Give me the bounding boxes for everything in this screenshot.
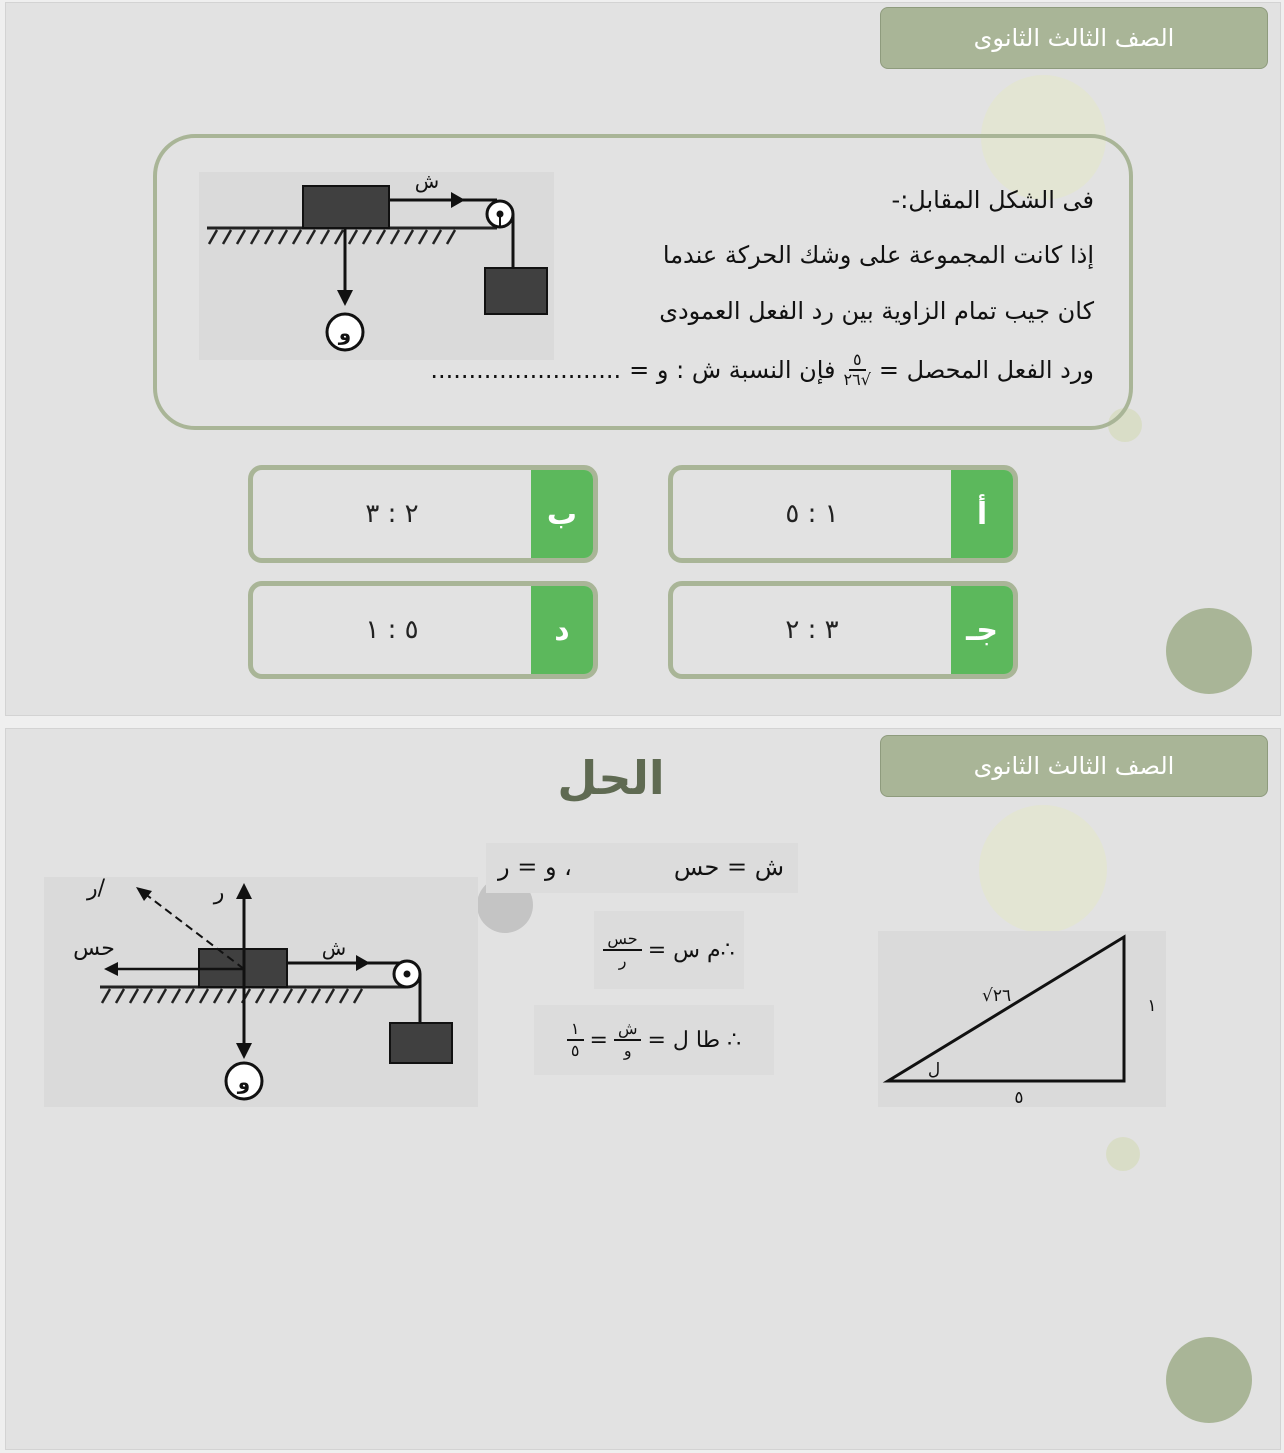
equation-3-lhs: ∴ طا ل =	[647, 1027, 742, 1053]
option-c-value: ٣ : ٢	[785, 615, 839, 645]
friction-label: حس	[73, 936, 115, 961]
option-c[interactable]	[668, 581, 1018, 679]
equation-2	[594, 911, 744, 989]
question-line-2: إذا كانت المجموعة على وشك الحركة عندما	[662, 241, 1094, 269]
slide-question	[5, 2, 1281, 716]
equation-1-part-a: ش = حس	[673, 853, 784, 881]
equation-2-denominator: ر	[618, 951, 627, 970]
angle-label: ل	[927, 1060, 941, 1080]
equation-3-fraction-2	[567, 1019, 584, 1061]
equation-1-part-b: ، و = ر	[498, 853, 572, 881]
triangle-diagram	[878, 931, 1166, 1107]
hypotenuse-label: √٢٦	[982, 986, 1012, 1006]
hanging-block	[390, 1023, 452, 1063]
option-a-value: ١ : ٥	[785, 499, 839, 529]
equation-3-equals: =	[589, 1027, 608, 1053]
question-line-4-prefix: ورد الفعل المحصل =	[878, 356, 1094, 384]
grade-badge: الصف الثالث الثانوى	[880, 735, 1268, 797]
equation-2-lhs: ∴م س =	[647, 937, 735, 963]
question-box	[153, 134, 1133, 430]
fraction-denominator: √٢٦	[843, 370, 871, 389]
option-b-letter: ب	[531, 470, 593, 558]
equation-2-fraction	[603, 929, 641, 971]
equation-3	[534, 1005, 774, 1075]
weight-label: و	[237, 1070, 251, 1094]
slide-solution	[5, 728, 1281, 1450]
solution-title: الحل	[557, 751, 665, 805]
decor-circle	[1106, 1137, 1140, 1171]
answer-blank: .........................	[430, 356, 622, 384]
question-line-3: كان جيب تمام الزاوية بين رد الفعل العمودى	[659, 297, 1094, 325]
equation-2-numerator: حس	[603, 929, 641, 951]
option-d[interactable]	[248, 581, 598, 679]
option-d-letter: د	[531, 586, 593, 674]
equation-3-numerator-2: ١	[567, 1019, 584, 1041]
option-c-letter: جـ	[951, 586, 1013, 674]
normal-reaction-label: ر	[213, 880, 225, 905]
equation-3-denominator-1: و	[623, 1041, 632, 1060]
option-b[interactable]	[248, 465, 598, 563]
grade-badge: الصف الثالث الثانوى	[880, 7, 1268, 69]
question-line-4	[430, 351, 1094, 389]
option-b-value: ٢ : ٣	[365, 499, 419, 529]
equation-3-denominator-2: ٥	[570, 1041, 580, 1060]
equation-3-fraction-1	[614, 1019, 642, 1061]
tension-label: ش	[414, 172, 440, 193]
pulley-diagram	[199, 172, 554, 360]
cosine-fraction	[844, 351, 871, 389]
resultant-reaction-label: ر/	[86, 877, 106, 901]
fraction-numerator: ٥	[849, 351, 866, 371]
question-line-1: فى الشكل المقابل:-	[891, 186, 1094, 214]
option-a-letter: أ	[951, 470, 1013, 558]
equation-3-numerator-1: ش	[614, 1019, 642, 1041]
decor-circle	[979, 805, 1107, 933]
base-label: ٥	[1014, 1088, 1024, 1107]
vertical-side-label: ١	[1147, 996, 1157, 1016]
option-d-value: ٥ : ١	[365, 615, 419, 645]
question-line-4-suffix: فإن النسبة ش : و =	[629, 356, 836, 384]
block-on-table	[303, 186, 389, 228]
decor-circle	[1166, 608, 1252, 694]
weight-label: و	[338, 321, 352, 345]
equation-1	[486, 843, 798, 893]
decor-circle	[1166, 1337, 1252, 1423]
hanging-block	[485, 268, 547, 314]
option-a[interactable]	[668, 465, 1018, 563]
tension-label: ش	[321, 936, 347, 960]
forces-diagram	[44, 877, 478, 1107]
